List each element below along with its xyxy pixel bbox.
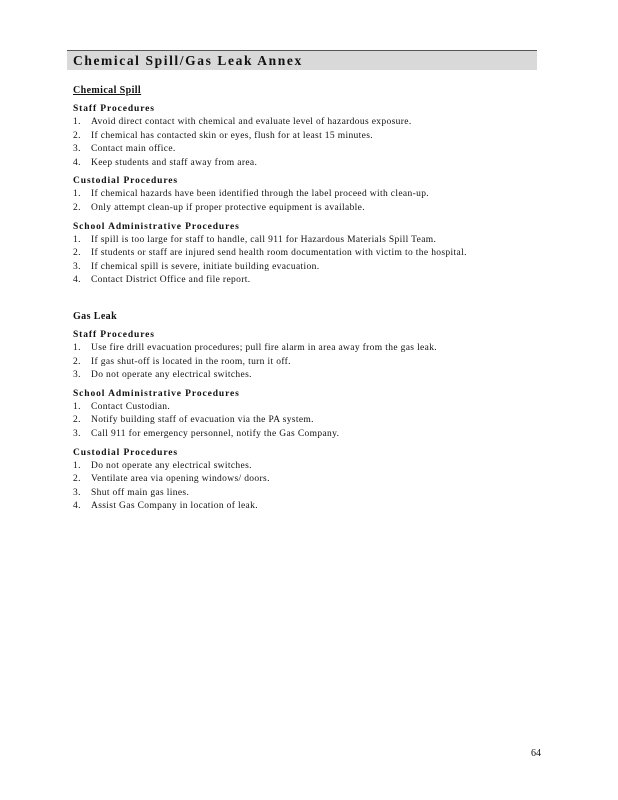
step-text: Avoid direct contact with chemical and evaluate level of hazardous exposure. xyxy=(91,117,412,127)
procedure-step xyxy=(73,342,543,356)
step-number: 1. xyxy=(73,189,81,200)
procedure-group-title: Custodial Procedures xyxy=(73,176,178,187)
procedure-step xyxy=(73,428,543,442)
procedure-group-title: School Administrative Procedures xyxy=(73,388,240,399)
step-text: Only attempt clean-up if proper protective equipment is available. xyxy=(91,202,365,213)
step-number: 3. xyxy=(73,261,81,272)
step-text: Keep students and staff away from area. xyxy=(91,157,258,168)
procedure-group-staff xyxy=(73,330,543,383)
procedure-steps xyxy=(73,188,543,215)
step-number: 1. xyxy=(73,460,81,471)
procedure-step xyxy=(73,460,543,474)
step-text: Do not operate any electrical switches. xyxy=(91,460,252,471)
procedure-group-title: Staff Procedures xyxy=(73,329,155,340)
step-number: 4. xyxy=(73,501,81,512)
procedure-steps xyxy=(73,342,543,383)
step-number: 3. xyxy=(73,487,81,498)
step-number: 2. xyxy=(73,248,81,259)
step-text: Contact Custodian. xyxy=(91,401,171,412)
step-text: If chemical hazards have been identified through the label proceed with clean-up. xyxy=(91,189,430,200)
procedure-group-staff xyxy=(73,104,543,170)
procedure-step xyxy=(73,188,543,202)
annex-title: Chemical Spill/Gas Leak Annex xyxy=(73,53,303,68)
annex-title-bar xyxy=(67,50,537,70)
step-number: 4. xyxy=(73,157,81,168)
step-number: 2. xyxy=(73,415,81,426)
step-text: Do not operate any electrical switches. xyxy=(91,370,252,381)
procedure-step xyxy=(73,202,543,216)
procedure-step xyxy=(73,130,543,144)
procedure-group-custodial xyxy=(73,176,543,215)
step-number: 3. xyxy=(73,370,81,381)
step-number: 1. xyxy=(73,117,81,127)
procedure-step xyxy=(73,143,543,157)
step-text: Assist Gas Company in location of leak. xyxy=(91,501,258,512)
procedure-step xyxy=(73,157,543,171)
step-text: If students or staff are injured send health room documentation with victim to the hospital. xyxy=(91,248,467,259)
procedure-step xyxy=(73,487,543,501)
procedure-step xyxy=(73,473,543,487)
section-title: Chemical Spill xyxy=(73,85,142,96)
procedure-group-title: Custodial Procedures xyxy=(73,447,178,458)
procedure-group-custodial xyxy=(73,448,543,514)
procedure-steps xyxy=(73,401,543,442)
step-number: 1. xyxy=(73,342,81,353)
procedure-steps xyxy=(73,234,543,288)
annex-content xyxy=(73,84,543,514)
procedure-step xyxy=(73,247,543,261)
procedure-steps xyxy=(73,116,543,170)
section-chemical-spill xyxy=(73,84,543,288)
procedure-step xyxy=(73,356,543,370)
step-text: If gas shut-off is located in the room, turn it off. xyxy=(91,356,291,367)
step-text: Call 911 for emergency personnel, notify the Gas Company. xyxy=(91,428,340,439)
procedure-step xyxy=(73,261,543,275)
procedure-group-school-administrative xyxy=(73,389,543,442)
step-number: 3. xyxy=(73,144,81,155)
step-number: 3. xyxy=(73,428,81,439)
procedure-step xyxy=(73,401,543,415)
step-text: Ventilate area via opening windows/ doors. xyxy=(91,474,270,485)
procedure-group-title: Staff Procedures xyxy=(73,104,155,114)
step-number: 1. xyxy=(73,401,81,412)
page-number: 64 xyxy=(531,748,541,759)
procedure-step xyxy=(73,234,543,248)
procedure-steps xyxy=(73,460,543,514)
procedure-group-school-administrative xyxy=(73,222,543,288)
step-text: Use fire drill evacuation procedures; pull fire alarm in area away from the gas leak. xyxy=(91,342,438,353)
step-text: If spill is too large for staff to handle, call 911 for Hazardous Materials Spill Team. xyxy=(91,234,437,245)
step-text: If chemical has contacted skin or eyes, flush for at least 15 minutes. xyxy=(91,130,373,141)
step-text: Contact District Office and file report. xyxy=(91,275,251,286)
step-text: Contact main office. xyxy=(91,144,176,155)
procedure-step xyxy=(73,500,543,514)
procedure-step xyxy=(73,274,543,288)
step-number: 1. xyxy=(73,234,81,245)
step-text: Shut off main gas lines. xyxy=(91,487,190,498)
procedure-step xyxy=(73,369,543,383)
procedure-step xyxy=(73,116,543,130)
step-text: If chemical spill is severe, initiate building evacuation. xyxy=(91,261,320,272)
step-number: 2. xyxy=(73,202,81,213)
step-text: Notify building staff of evacuation via the PA system. xyxy=(91,415,314,426)
step-number: 2. xyxy=(73,130,81,141)
step-number: 4. xyxy=(73,275,81,286)
section-gas-leak xyxy=(73,310,543,514)
procedure-step xyxy=(73,414,543,428)
step-number: 2. xyxy=(73,356,81,367)
procedure-group-title: School Administrative Procedures xyxy=(73,221,240,232)
section-title: Gas Leak xyxy=(73,310,118,322)
step-number: 2. xyxy=(73,474,81,485)
